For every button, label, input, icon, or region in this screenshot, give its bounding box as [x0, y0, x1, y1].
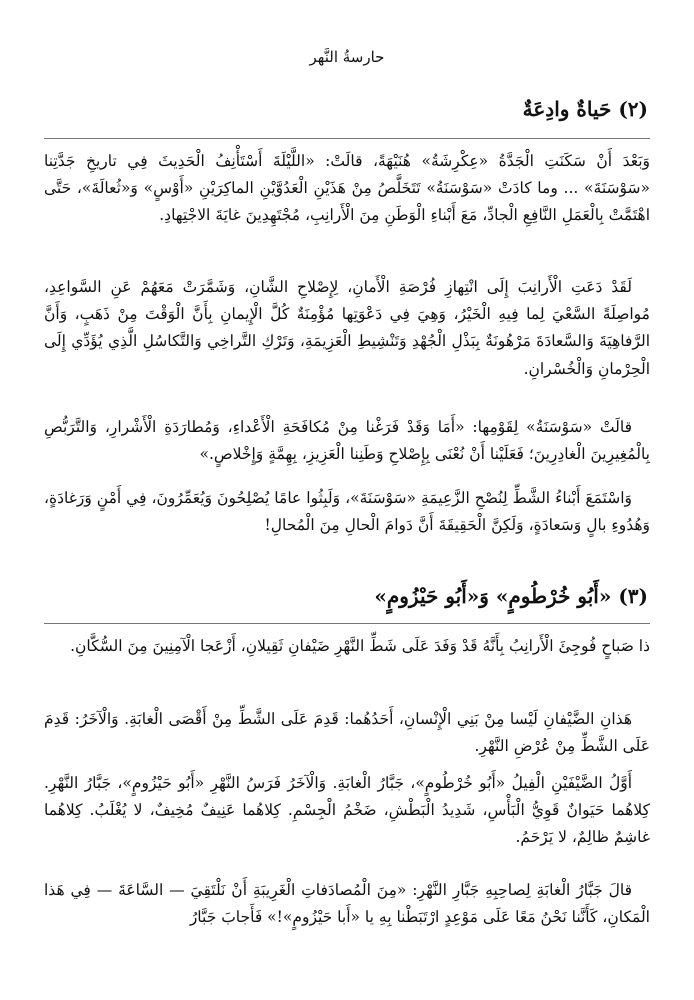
paragraph: لَقَدْ دَعَتِ الْأَرانِبَ إِلَى انْتِهازِ فُرْصَةِ الْأَمانِ، لِإِصْلاحِ الشَّانِ، وَشَمَّرَتْ مَعَهُمْ عَنِ السَّواعِدِ، مُواصِلَةً السَّعْيَ لِما فِيهِ الْخَيْرُ، وَهِيَ فِي دَعْوَتِها مُؤْمِنَةٌ كُلَّ الْإِيمانِ بِأَنَّ الْوَقْتَ مِنْ ذَهَبٍ، وَأَنَّ الرَّفاهِيَةَ وَالسَّعادَةَ مَرْهُونَةٌ بِبَذْلِ الْجُهْدِ وَتَنْشِيطِ الْعَزِيمَةِ، وَتَرْكِ التَّراخِي وَالتَّكاسُلِ الَّذِي يُؤَدِّي إِلَى الْحِرْمانِ وَالْخُسْرانِ.	[44, 278, 650, 378]
paragraph: قالَ جَبَّارُ الْغابَةِ لِصاحِبِهِ جَبَّارِ النَّهْرِ: «مِنَ الْمُصادَفاتِ الْغَرِيبَةِ أَنْ نَلْتَقِيَ — السَّاعَةَ — فِي هَذا الْمَكانِ، كَأَنَّنا نَحْنُ مَعًا عَلَى مَوْعِدٍ ارْتَبَطْنا بِهِ يا «أَبا حَيْزُومٍ»!» فَأَجابَ جَبَّارُ	[44, 881, 650, 927]
section-title-2: (٢) حَياةٌ وادِعَةٌ	[522, 97, 648, 121]
paragraph: قالَتْ «سَوْسَنَةُ» لِقَوْمِها: «أَمَا وَقَدْ فَرَغْنا مِنْ مُكافَحَةِ الْأَعْداءِ، وَمُطارَدَةِ الْأَشْرارِ، وَالتَّرَبُّصِ بِالْمُغِيرِينَ الْغادِرِينَ؛ فَعَلَيْنا أَنْ نُعْنَى بِإِصْلاحِ وَطَنِنا الْعَزِيزِ، بِهِمَّةٍ وَإِخْلاصٍ.»	[44, 418, 650, 464]
paragraph: أَوَّلُ الضَّيْفَيْنِ الْفِيلُ «أَبُو خُرْطُومٍ»، جَبَّارُ الْغابَةِ. وَالْآخَرُ فَرَسُ النَّهْرِ «أَبُو حَيْزُومٍ»، جَبَّارُ النَّهْرِ. كِلاهُما حَيَوانٌ قَوِيُّ الْبَأْسِ، شَدِيدُ الْبَطْشِ، ضَخْمُ الْجِسْمِ. كِلاهُما عَنِيفٌ مُخِيفٌ، لا يُغْلَبُ. كِلاهُما غاشِمٌ ظالِمٌ، لا يَرْحَمُ.	[44, 774, 650, 847]
paragraph: وَاسْتَمَعَ أَبْناءُ الشَّطِّ لِنُصْحِ الزَّعِيمَةِ «سَوْسَنَةَ»، وَلَبِثُوا عامًا يُصْلِحُونَ وَيُعَمِّرُونَ، فِي أَمْنٍ وَرَغادَةٍ، وَهُدُوءِ بالٍ وَسَعادَةٍ، وَلَكِنَّ الْحَقِيقَةَ أَنَّ دَوامَ الْحالِ مِنَ الْمُحالِ!	[44, 489, 650, 535]
running-title: حارسةُ النَّهر	[309, 48, 385, 66]
paragraph: هَذانِ الضَّيْفانِ لَيْسا مِنْ بَنِي الْإِنْسانِ، أَحَدُهُما: قَدِمَ عَلَى الشَّطِّ مِنْ أَقْصَى الْغابَةِ. وَالْآخَرُ: قَدِمَ عَلَى الشَّطِّ مِنْ عُرْضِ النَّهْرِ.	[44, 710, 650, 756]
paragraph: وَبَعْدَ أَنْ سَكَنَتِ الْجَدَّةُ «عِكْرِشَةُ» هُنَيْهَةً، قالَتْ: «اللَّيْلَةَ أَسْتَأْنِفُ الْحَدِيثَ فِي تاريخِ جَدَّتِنا «سَوْسَنَةَ» ... وما كادَتْ «سَوْسَنَةُ» تَتَخَلَّصُ مِنْ هَذَيْنِ الْعَدُوَّيْنِ الماكِرَيْنِ «أَوْسٍ» وَ«ثُعالَةَ»، حَتَّى اهْتَمَّتْ بِالْعَمَلِ النَّافِعِ الْجادِّ، مَعَ أَبْناءِ الْوَطَنِ مِنَ الْأَرانِبِ، مُجْتَهِدِينَ غايَةَ الاجْتِهادِ.	[44, 152, 650, 225]
section-title-3: (٣) «أَبُو خُرْطُومٍ» وَ«أَبُو حَيْزُومٍ»	[374, 584, 648, 608]
section-divider	[44, 623, 650, 624]
section-divider	[44, 138, 650, 139]
paragraph: ذا صَباحٍ فُوجِئَ الْأَرانِبُ بِأَنَّهُ قَدْ وَفَدَ عَلَى شَطِّ النَّهْرِ ضَيْفانِ ثَقِيلانِ، أَزْعَجا الْآمِنِينَ مِنَ السُّكَّانِ.	[70, 637, 650, 655]
